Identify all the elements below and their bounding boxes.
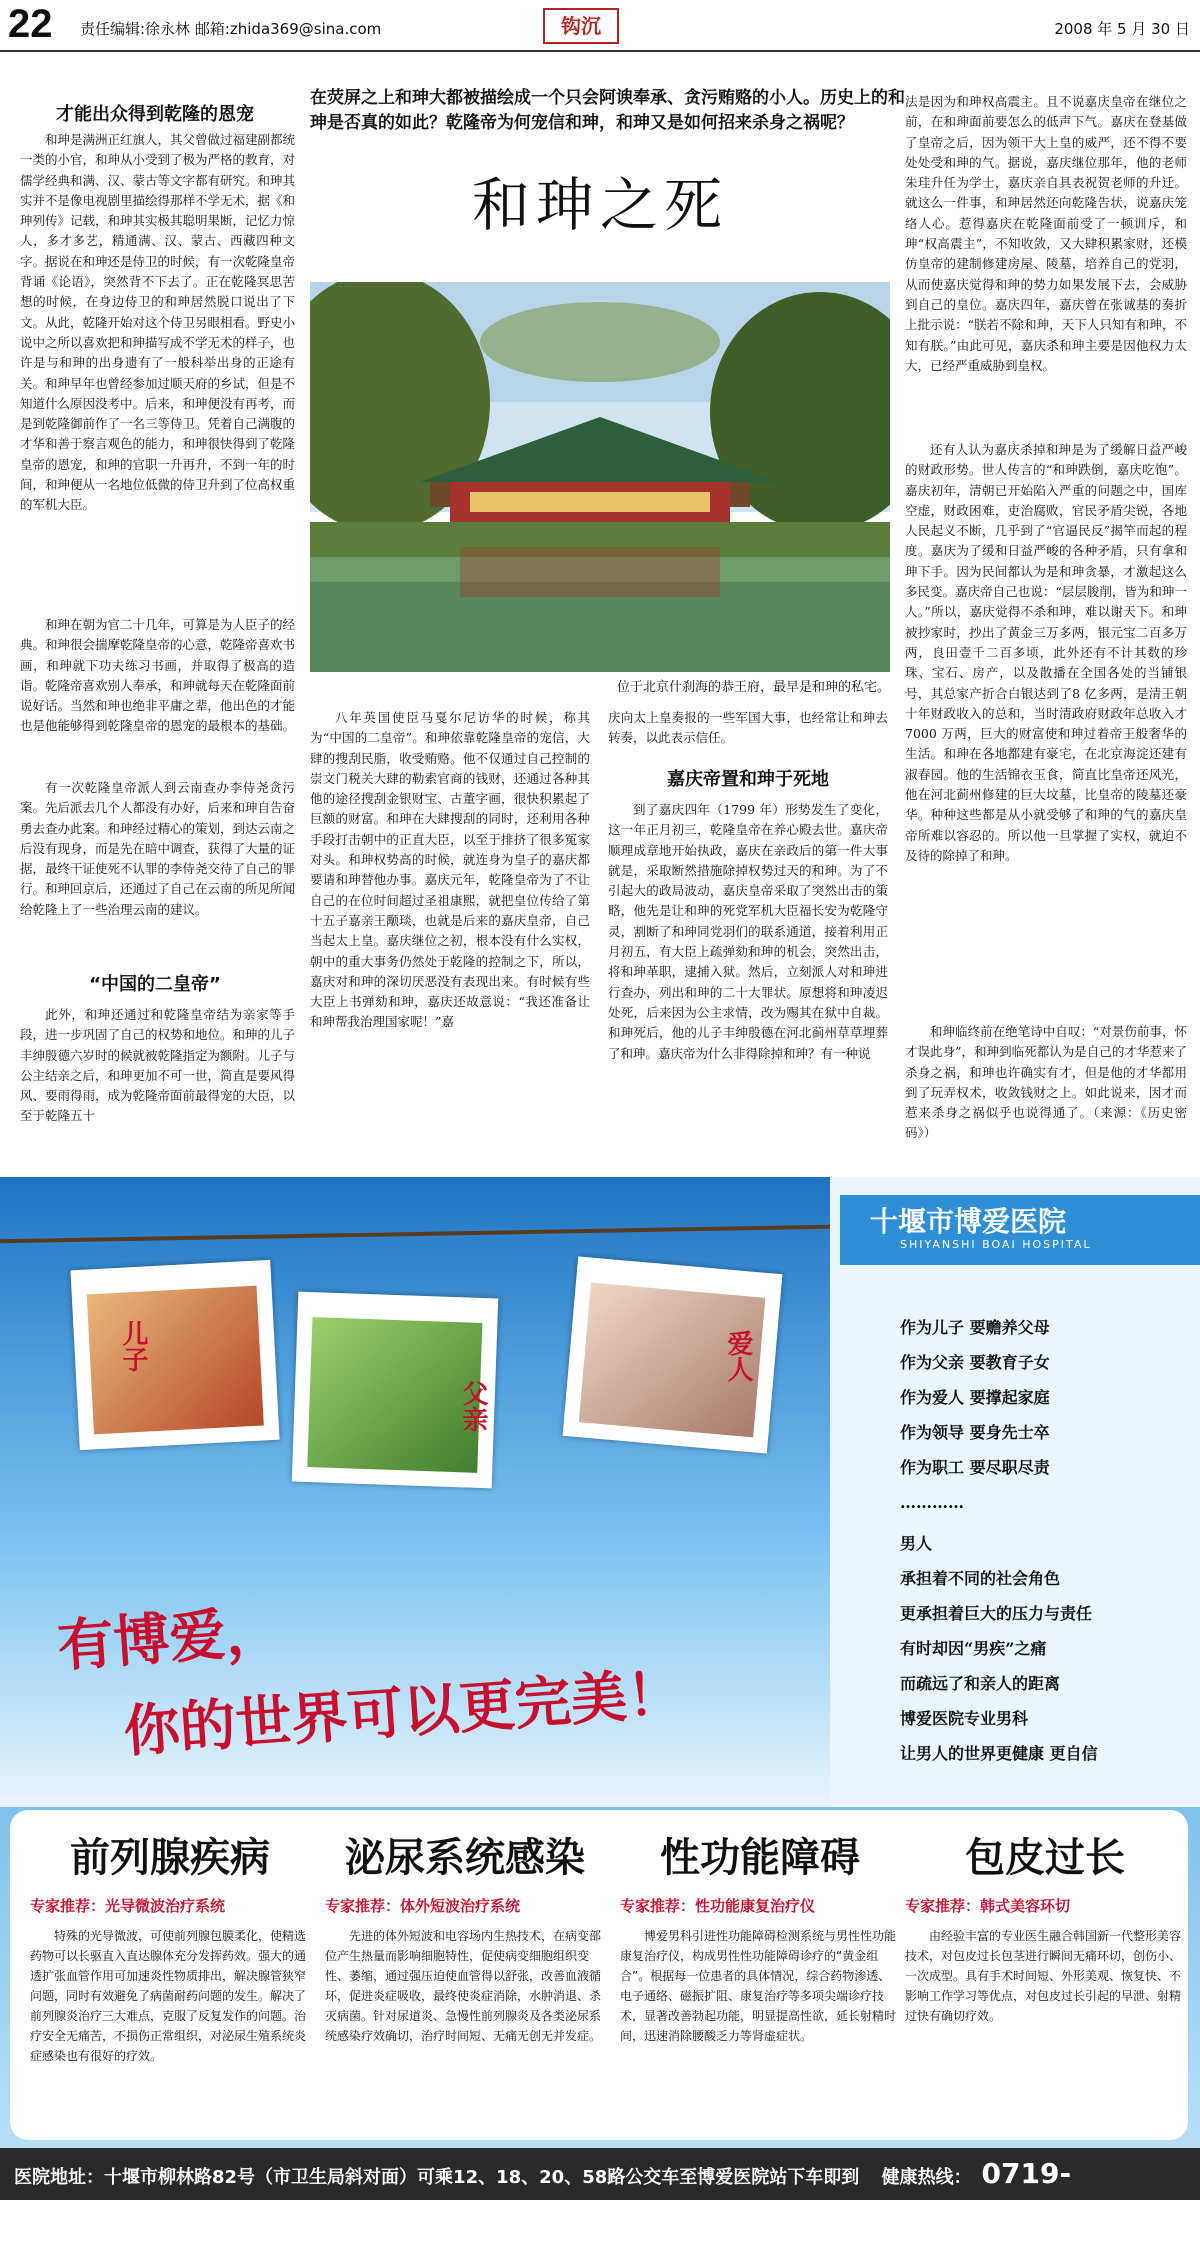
role-line: 作为儿子 要赡养父母 [900,1318,1050,1337]
card-label-partner: 爱人 [723,1330,753,1382]
paragraph: 和珅在朝为官二十几年，可算是为人臣子的经典。和珅很会揣摩乾隆皇帝的心意，乾隆帝喜欢书画，和珅就下功夫练习书画，并取得了极高的造诣。乾隆帝喜欢别人奉承，和珅就每天在乾隆面前说好话。当然和珅也绝非平庸之辈，他出色的才能也是他能够得到乾隆皇帝的恩宠的最根本的基础。 [20,617,295,734]
article-title: 和珅之死 [471,171,728,239]
disease-title: 包皮过长 [965,1835,1125,1881]
slogan-line-1: 有博爱， [55,1598,284,1680]
subheading-1: 才能出众得到乾隆的恩宠 [56,104,254,125]
role-line: 让男人的世界更健康 更自信 [900,1744,1098,1763]
paragraph: 和珅临终前在绝笔诗中自叹：“对景伤前事，怀才误此身”，和珅到临死都认为是自己的才华惹来了杀身之祸，和珅也许确实有才，但是他的才华都用到了玩弄权术，收敛钱财之上。如此说来，因才而惹来杀身之祸似乎也说得通了。（来源：《历史密码》） [905,1024,1187,1141]
disease-recommendation: 专家推荐：体外短波治疗系统 [325,1897,521,1915]
role-line: 更承担着巨大的压力与责任 [900,1604,1093,1623]
paragraph: 此外，和珅还通过和乾隆皇帝结为亲家等手段，进一步巩固了自己的权势和地位。和珅的儿子丰绅殷德六岁时的候就被乾隆指定为额附。儿子与公主结亲之后，和珅更加不可一世，简直是要风得风、要雨得雨，成为乾隆帝面前最得宠的大臣，以至于乾隆五十 [20,1007,295,1124]
prince-gong-mansion-photo [310,282,890,672]
article-col4 [905,92,1187,437]
disease-title: 泌尿系统感染 [345,1835,585,1881]
paragraph: 八年英国使臣马戛尔尼访华的时候，称其为“中国的二皇帝”。和珅依靠乾隆皇帝的宠信，大肆的搜刮民脂，收受贿赂。他不仅通过自己控制的崇文门税关大肆的勒索官商的钱财，还通过各种其他的途径搜刮金银财宝、古董字画，很快积累起了巨额的财富。和珅在大肆搜刮的同时，还利用各种手段打击朝中的正直大臣，以至于排挤了很多冤家对头。和珅权势高的时候，就连身为皇子的嘉庆都要请和珅替他办事。嘉庆元年，乾隆皇帝为了不让自己的在位时间超过圣祖康熙，就把皇位传给了第十五子嘉亲王颙琰，也就是后来的嘉庆皇帝，自己当起太上皇。嘉庆继位之初，根本没有什么实权，朝中的重大事务仍然处于乾隆的控制之下，所以，嘉庆对和珅的深切厌恶没有表现出来。有时候有些大臣上书弹劾和珅，嘉庆还故意说：“我还准备让和珅帮我治理国家呢！”嘉 [310,710,590,1030]
hotline-label: 健康热线： [881,2167,972,2188]
paragraph: 法是因为和珅权高震主。且不说嘉庆皇帝在继位之前，在和珅面前要怎么的低声下气。嘉庆在登基做了皇帝之后，因为领干大上皇的威严，还不得不要处处受和珅的气。据说，嘉庆继位那年，他的老师朱珪升任为学士，嘉庆亲自具表祝贺老师的升迁。就这么一件事，和珅居然还向乾隆告状，说嘉庆笼络人心。惹得嘉庆在乾隆面前受了一顿训斥，和珅“权高震主”，不知收敛，又大肆积累家财，还模仿皇帝的建制修建房屋、陵墓，培养自己的党羽，从而使嘉庆觉得和珅的势力如果发展下去，会威胁到自己的皇位。嘉庆四年，嘉庆曾在张诚基的奏折上批示说：“朕若不除和珅，天下人只知有和珅，不知有朕。”由此可见，嘉庆杀和珅主要是因他权力太大，已经严重威胁到皇权。 [905,94,1187,373]
disease-recommendation: 专家推荐：韩式美容环切 [905,1897,1071,1915]
article-col3 [608,708,888,753]
address-bar [0,2148,1200,2246]
photo-caption: 位于北京什刹海的恭王府，最早是和珅的私宅。 [616,680,890,695]
page-header [0,0,1200,52]
family-photo [87,1286,264,1435]
page-number: 22 [8,2,53,46]
article-lead: 在荧屏之上和珅大都被描绘成一个只会阿谀奉承、贪污贿赂的小人。历史上的和珅是否真的如此？乾隆帝为何宠信和珅，和珅又是如何招来杀身之祸呢？ [310,88,905,133]
section-tag: 钩沉 [543,8,619,44]
paragraph: 有一次乾隆皇帝派人到云南查办李侍尧贪污案。先后派去几个人都没有办好，后来和珅自告奋勇去查办此案。和珅经过精心的策划，到达云南之后没有现身，而是先在暗中调查，获得了大量的证据，最终干证使死不认罪的李侍尧交待了自己的罪行。和珅回京后，还通过了自己在云南的所见所闻给乾隆上了一些治理云南的建议。 [20,780,295,917]
disease-title: 性功能障碍 [660,1835,860,1881]
role-line: 有时却因“男疾”之痛 [900,1639,1047,1658]
hospital-name-en: SHIYANSHI BOAI HOSPITAL [900,1238,1092,1251]
article-col3b [608,800,888,1170]
article-col4b [905,440,1187,1020]
paragraph: 到了嘉庆四年（1799 年）形势发生了变化，这一年正月初三，乾隆皇帝在养心殿去世。嘉庆帝顺理成章地开始执政，嘉庆在亲政后的第一件大事就是，采取断然措施除掉权势过天的和珅。为了不引起大的政局波动，嘉庆皇帝采取了突然出击的策略，他先是让和珅的死党军机大臣福长安为乾隆守灵，割断了和珅同党羽们的联系通道，接着利用正月初五，有大臣上疏弹劾和珅的机会，突然出击，将和珅革职，逮捕入狱。然后，立刻派人对和珅进行查办，列出和珅的二十大罪状。原想将和珅凌迟处死，后来因为公主求情，改为赐其在狱中自裁。和珅死后，他的儿子丰绅殷德在河北蓟州草草埋葬了和珅。嘉庆帝为什么非得除掉和珅？有一种说 [608,802,888,1061]
hospital-address: 医院地址：十堰市柳林路82号（市卫生局斜对面）可乘12、18、20、58路公交车至博爱医院站下车即到 [14,2167,860,2188]
paragraph: 和珅是满洲正红旗人，其父曾做过福建副都统一类的小官，和珅从小受到了极为严格的教育，对儒学经典和满、汉、蒙古等文字都有研究。和珅其实并不是像电视剧里描绘得那样不学无术，据《和珅列传》记载，和珅其实极其聪明果断，记忆力惊人，多才多艺，精通满、汉、蒙古、西藏四种文字。据说在和珅还是侍卫的时候，有一次乾隆皇帝背诵《论语》，突然背不下去了。正在乾隆冥思苦想的时候，在身边侍卫的和珅居然脱口说出了下文。从此，乾隆开始对这个侍卫另眼相看。野史小说中之所以喜欢把和珅描写成不学无术的样子，也许是与和珅的出身遗有了一般科举出身的正途有关。和珅早年也曾经参加过顺天府的乡试，但是不知道什么原因没考中。后来，和珅便没有再考，而是到乾隆御前作了一名三等侍卫。凭着自己满腹的才华和善于察言观色的能力，和珅很快得到了乾隆皇帝的恩宠，和珅的官职一升再升，不到一年的时间，和珅便从一名地位低微的侍卫升到了位高权重的军机大臣。 [20,132,295,513]
paragraph: 还有人认为嘉庆杀掉和珅是为了缓解日益严峻的财政形势。世人传言的“和珅跌倒，嘉庆吃饱”。嘉庆初年，清朝已开始陷入严重的问题之中，国库空虚，财政困难，吏治腐败，官民矛盾尖锐，各地人民起义不断，几乎到了“官逼民反”揭竿而起的程度。嘉庆为了缓和日益严峻的各种矛盾，只有拿和珅下手。因为民间都认为是和珅贪暴，才激起这么多民变。嘉庆帝自己也说：“层层朘削，皆为和珅一人。”所以，嘉庆觉得不杀和珅，难以谢天下。和珅被抄家时，抄出了黄金三万多两，银元宝二百多万两，良田壹千二百多顷，此外还有不计其数的珍珠、宝石、房产，以及散播在全国各处的当铺银号，其总家产折合白银达到了8 亿多两，是清王朝十年财政收入的总和，当时清政府财政年总收入才7000 万两，巨大的财富使和珅过着帝王般奢华的生活。和珅在各地都建有豪宅，在北京海淀还建有淑春园。他的生活锦衣玉食，简直比皇帝还风光，他在河北蓟州修建的巨大坟墓，比皇帝的陵墓还豪华。种种这些都是从小就受够了和珅的气的嘉庆皇帝所难以容忍的。所以他一旦掌握了实权，就迫不及待的除掉了和珅。 [905,442,1187,863]
disease-description: 博爱男科引进性功能障碍检测系统与男性性功能康复治疗仪，构成男性性功能障碍诊疗的“黄金组合”。根据每一位患者的具体情况，综合药物渗透、电子通络、磁振扩阻、康复治疗等多项尖端诊疗技术，显著改善勃起功能，明显提高性欲，延长射精时间，迅速消除腰酸乏力等肾虚症状。 [620,1929,897,2043]
article-col1c [20,778,295,958]
disease-description: 由经验丰富的专业医生融合韩国新一代整形美容技术，对包皮过长包茎进行瞬间无痛环切，创伤小、一次成型。具有手术时间短、外形美观、恢复快、不影响工作学习等优点，对包皮过长引起的早泄、射精过快有确切疗效。 [905,1929,1182,2023]
disease-recommendation: 专家推荐：性功能康复治疗仪 [620,1897,816,1915]
role-line: 承担着不同的社会角色 [900,1569,1061,1588]
role-line: 作为爱人 要撑起家庭 [900,1388,1050,1407]
article-col1 [20,130,295,610]
article-col2 [310,708,590,1173]
role-list [900,1310,1180,1771]
photo-card-son [70,1260,279,1450]
hospital-name: 十堰市博爱医院 [870,1205,1067,1238]
article-col4c [905,1022,1187,1172]
hotline-number: 0719-8200000 [0,2157,1072,2246]
issue-date: 2008 年 5 月 30 日 [1054,20,1190,38]
disease-title: 前列腺疾病 [70,1835,270,1881]
role-line: 博爱医院专业男科 [900,1709,1029,1728]
card-label-father: 父亲 [458,1380,488,1432]
disease-description: 先进的体外短波和电容场内生热技术，在病变部位产生热量而影响细胞特性，促使病变细胞组织变性、萎缩，通过强压迫使血管得以舒张，改善血液循环，促进炎症吸收，最终使炎症消除，水肿消退、杀灭病菌。针对尿道炎、急慢性前列腺炎及各类泌尿系统感染疗效确切，治疗时间短、无痛无创无并发症。 [325,1929,602,2043]
paragraph: 庆向太上皇奏报的一些军国大事，也经常让和珅去转奏，以此表示信任。 [608,710,888,746]
subheading-2: “中国的二皇帝” [89,974,221,995]
disease-phimosis [905,1826,1185,2026]
disease-urinary [325,1826,605,2046]
role-line: ………… [900,1493,964,1512]
role-line: 作为领导 要身先士卒 [900,1423,1050,1442]
role-line: 作为职工 要尽职尽责 [900,1458,1050,1477]
disease-prostate [30,1826,310,2066]
article-col1d [20,1005,295,1170]
subheading-3: 嘉庆帝置和珅于死地 [667,769,829,790]
card-label-son: 儿子 [118,1320,148,1372]
article-col1b [20,615,295,775]
disease-recommendation: 专家推荐：光导微波治疗系统 [30,1897,226,1915]
role-line: 男人 [900,1534,933,1553]
disease-sexual [620,1826,900,2046]
disease-description: 特殊的光导微波，可使前列腺包膜柔化，使精选药物可以长驱直入直达腺体充分发挥药效。强大的通透扩张血管作用可加速炎性物质排出，解决腺管狭窄问题，同时有效避免了病菌耐药问题的发生。解决了前列腺炎治疗三大难点，克服了反复发作的问题。治疗安全无痛苦，不损伤正常组织，对泌尿生殖系统炎症感染也有很好的疗效。 [30,1929,307,2063]
role-line: 而疏远了和亲人的距离 [900,1674,1061,1693]
slogan-line-2: 你的世界可以更完美！ [121,1660,685,1766]
editor-info: 责任编辑:徐永林 邮箱:zhida369@sina.com [80,20,382,38]
role-line: 作为父亲 要教育子女 [900,1353,1050,1372]
